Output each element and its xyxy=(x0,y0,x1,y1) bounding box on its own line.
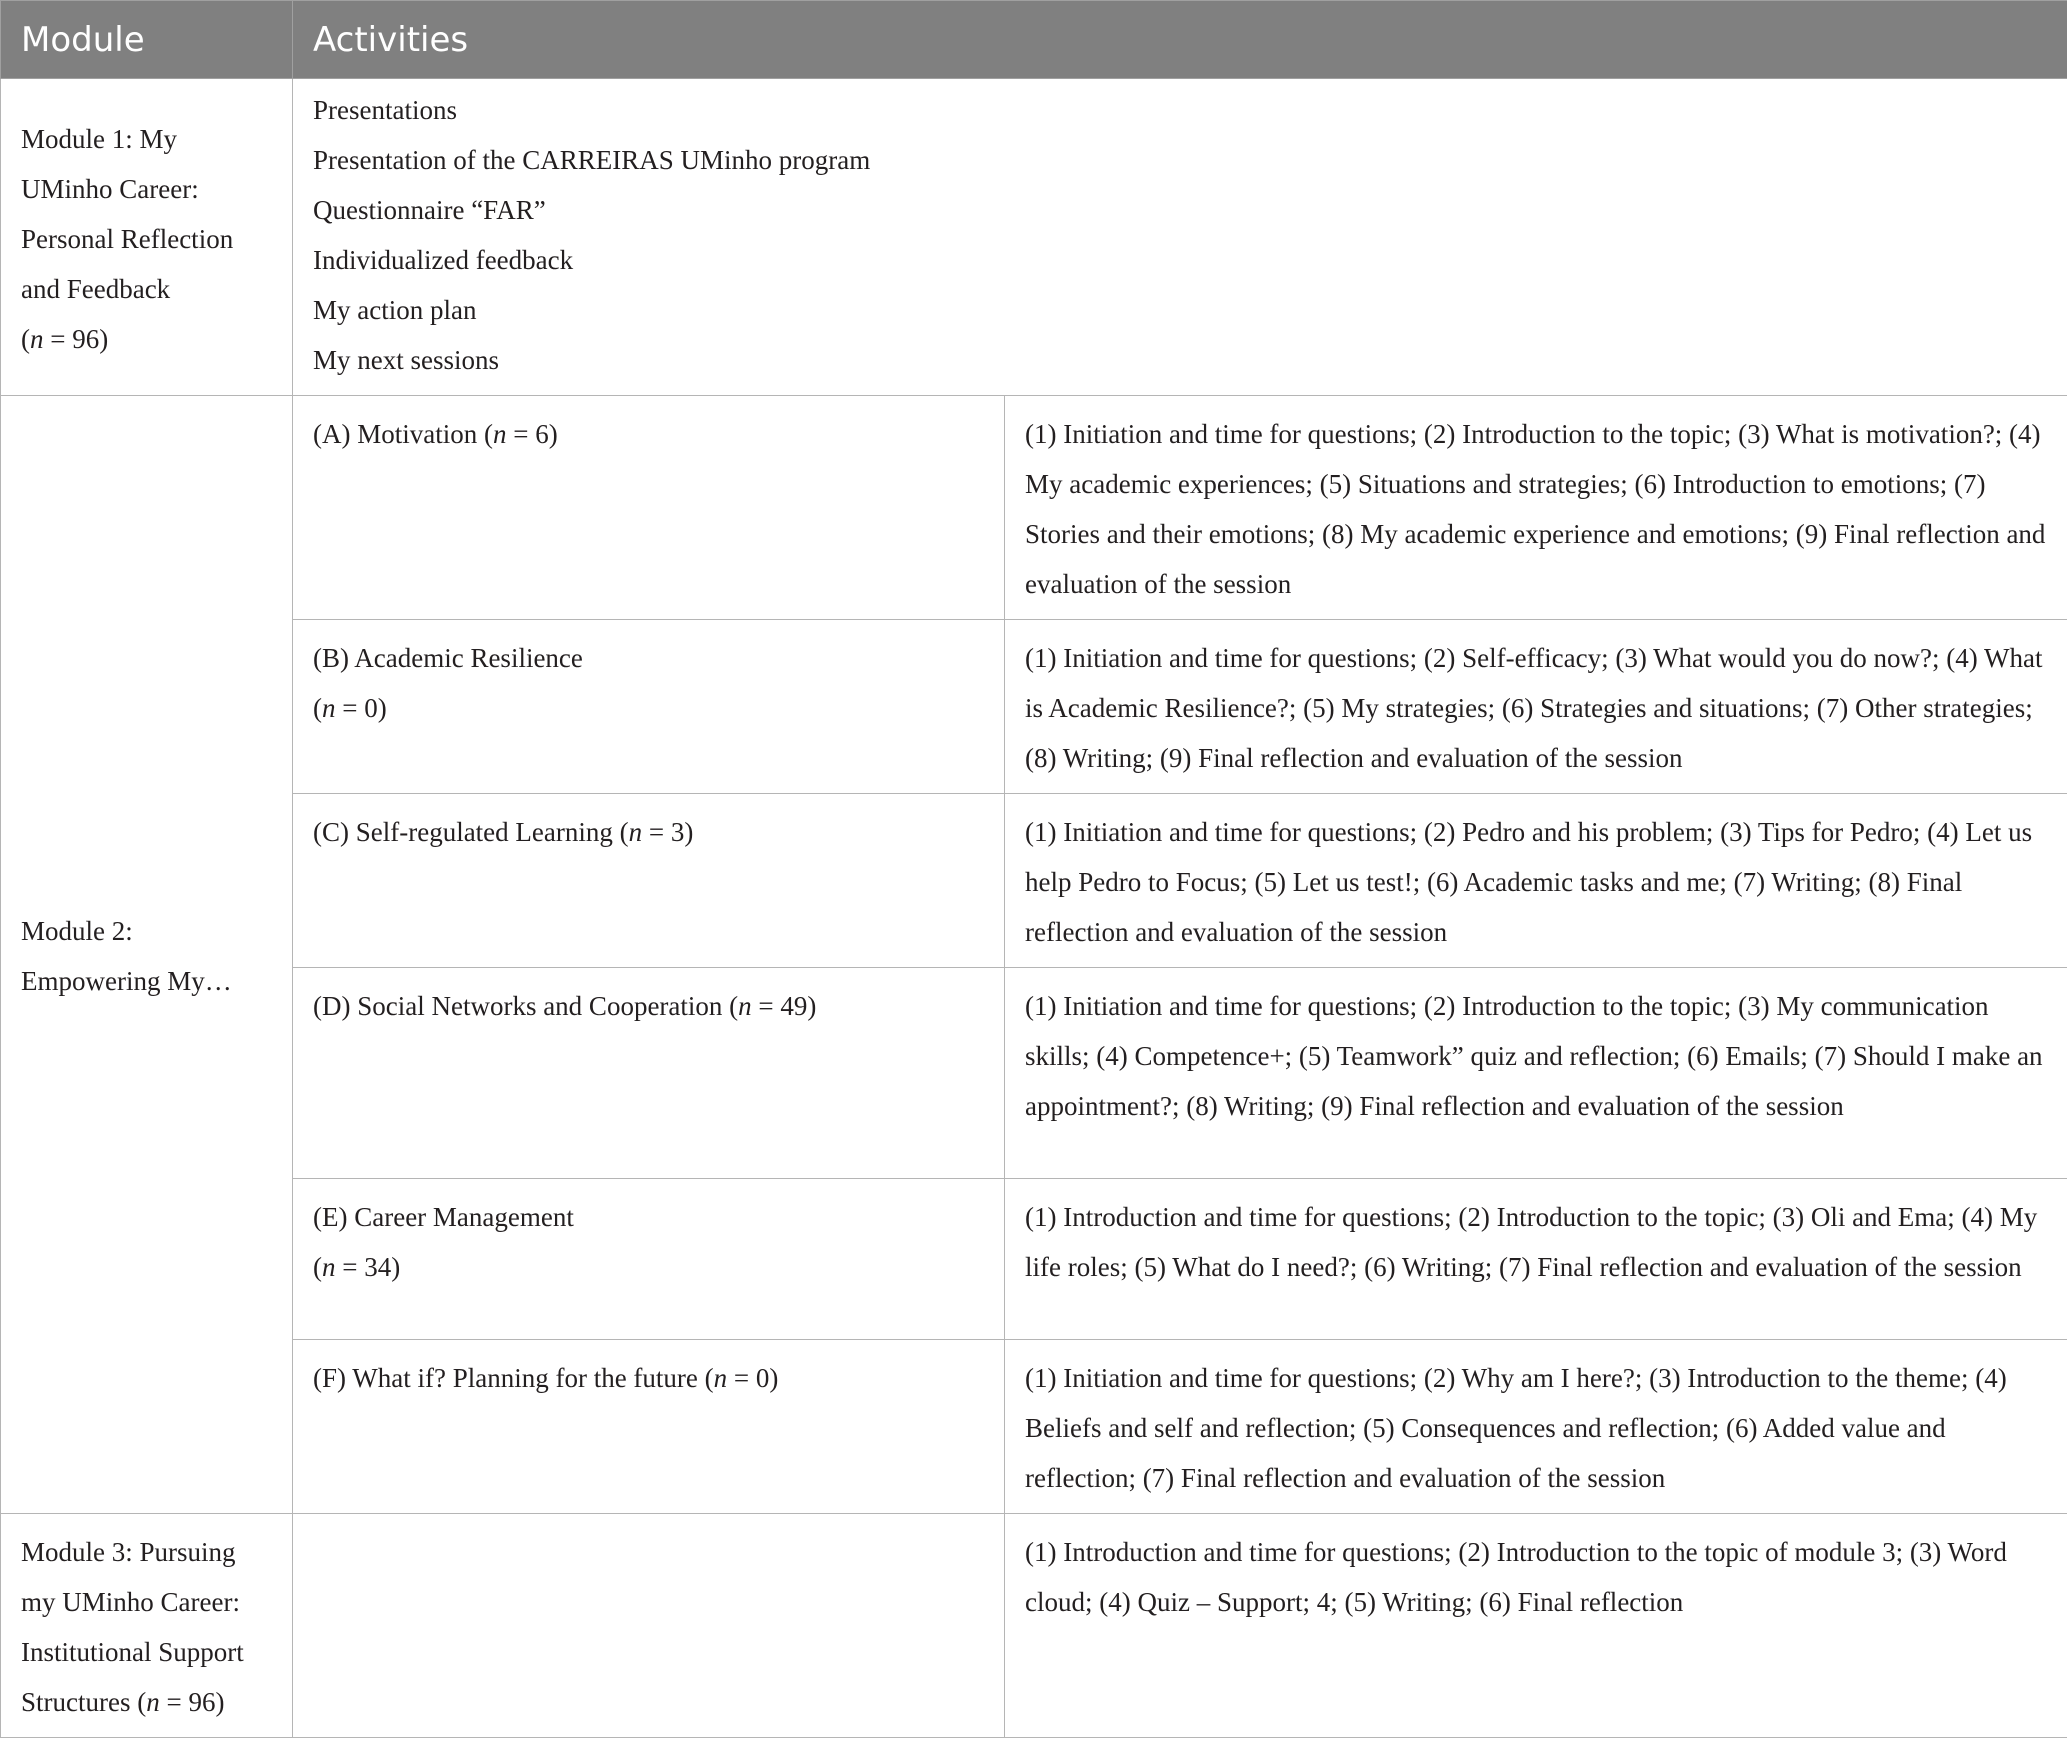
module2-session-b xyxy=(1,620,2067,794)
session-activities: (1) Initiation and time for questions; (2) Introduction to the topic; (3) What is motivation?; (4) My academic experiences; (5) Situations and strategies; (6) Introduction to emotions; (7) Stories and their emotions; (8) My academic experience and emotions; (9) Final reflection and evaluation of the session xyxy=(1005,396,2067,620)
session-title: (A) Motivation (n = 6) xyxy=(293,396,1005,620)
module1-name-line: Personal Reflection xyxy=(21,214,272,264)
module1-name xyxy=(1,79,293,396)
activity-item: My next sessions xyxy=(313,335,2047,385)
session-activities: (1) Initiation and time for questions; (2) Self-efficacy; (3) What would you do now?; (4) What is Academic Resilience?; (5) My strategies; (6) Strategies and situations; (7) Other strategies; (8) Writing; (9) Final reflection and evaluation of the session xyxy=(1005,620,2067,794)
session-title: (D) Social Networks and Cooperation (n = 49) xyxy=(293,968,1005,1179)
session-activities: (1) Initiation and time for questions; (2) Why am I here?; (3) Introduction to the theme; (4) Beliefs and self and reflection; (5) Consequences and reflection; (6) Added value and reflection; (7) Final reflection and evaluation of the session xyxy=(1005,1340,2067,1514)
header-module: Module xyxy=(1,1,293,79)
module1-name-line: Module 1: My xyxy=(21,114,272,164)
activity-item: My action plan xyxy=(313,285,2047,335)
module1-name-line: and Feedback xyxy=(21,264,272,314)
module3-session-empty xyxy=(293,1514,1005,1738)
module2-name-line: Empowering My… xyxy=(21,956,272,1006)
header-row xyxy=(1,1,2067,79)
header-activities: Activities xyxy=(293,1,2067,79)
module3-name-line: Module 3: Pursuing xyxy=(21,1527,272,1577)
module1-n: (n = 96) xyxy=(21,314,272,364)
session-title: (F) What if? Planning for the future (n = 0) xyxy=(293,1340,1005,1514)
module3-n: Structures (n = 96) xyxy=(21,1677,272,1727)
activity-item: Presentations xyxy=(313,85,2047,135)
module3-activities: (1) Introduction and time for questions; (2) Introduction to the topic of module 3; (3) Word cloud; (4) Quiz – Support; 4; (5) Writing; (6) Final reflection xyxy=(1005,1514,2067,1738)
module3-name xyxy=(1,1514,293,1738)
module1-activities xyxy=(293,79,2067,396)
module1-row xyxy=(1,79,2067,396)
module2-session-a xyxy=(1,396,2067,620)
session-title: (E) Career Management (n = 34) xyxy=(293,1179,1005,1340)
module1-name-line: UMinho Career: xyxy=(21,164,272,214)
module2-session-c xyxy=(1,794,2067,968)
module2-session-e xyxy=(1,1179,2067,1340)
activity-item: Questionnaire “FAR” xyxy=(313,185,2047,235)
module3-row xyxy=(1,1514,2067,1738)
session-title: (C) Self-regulated Learning (n = 3) xyxy=(293,794,1005,968)
module3-name-line: Institutional Support xyxy=(21,1627,272,1677)
module2-session-f xyxy=(1,1340,2067,1514)
session-activities: (1) Initiation and time for questions; (2) Pedro and his problem; (3) Tips for Pedro; (4) Let us help Pedro to Focus; (5) Let us test!; (6) Academic tasks and me; (7) Writing; (8) Final reflection and evaluation of the session xyxy=(1005,794,2067,968)
activity-item: Presentation of the CARREIRAS UMinho program xyxy=(313,135,2047,185)
module3-name-line: my UMinho Career: xyxy=(21,1577,272,1627)
module2-name-line: Module 2: xyxy=(21,906,272,956)
session-activities: (1) Introduction and time for questions; (2) Introduction to the topic; (3) Oli and Ema; (4) My life roles; (5) What do I need?; (6) Writing; (7) Final reflection and evaluation of the session xyxy=(1005,1179,2067,1340)
module2-name xyxy=(1,396,293,1514)
module2-session-d xyxy=(1,968,2067,1179)
session-activities: (1) Initiation and time for questions; (2) Introduction to the topic; (3) My communication skills; (4) Competence+; (5) Teamwork” quiz and reflection; (6) Emails; (7) Should I make an appointment?; (8) Writing; (9) Final reflection and evaluation of the session xyxy=(1005,968,2067,1179)
activity-item: Individualized feedback xyxy=(313,235,2047,285)
session-title: (B) Academic Resilience (n = 0) xyxy=(293,620,1005,794)
